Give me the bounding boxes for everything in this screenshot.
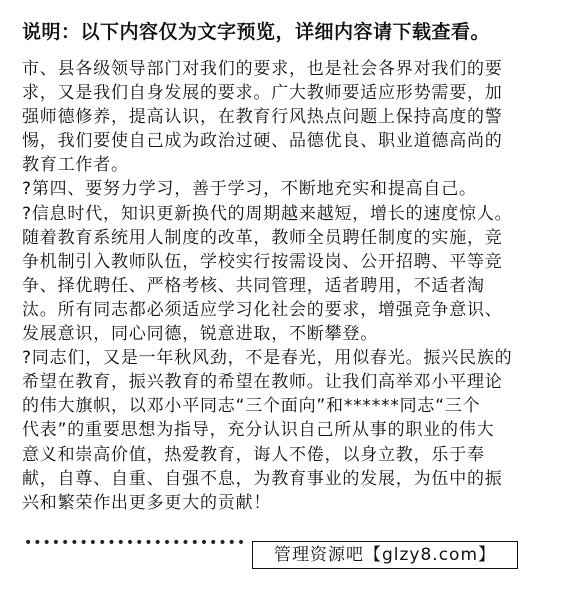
text-line: 争、择优聘任、严格考核、共同管理，适者聘用，不适者淘 [22, 275, 485, 296]
text-line: 意义和崇高价值，热爱教育，诲人不倦，以身立教，乐于奉 [22, 444, 485, 465]
text-line: 希望在教育，振兴教育的希望在教师。让我们高举邓小平理论 [22, 372, 503, 393]
text-line: 汰。所有同志都必须适应学习化社会的要求，增强竞争意识、 [22, 299, 503, 320]
document-body [22, 57, 562, 515]
text-line: 的伟大旗帜，以邓小平同志“三个面向”和******同志“三个 [22, 396, 481, 417]
text-line: 兴和繁荣作出更多更大的贡献！ [22, 492, 272, 513]
text-line: 随着教育系统用人制度的改革，教师全员聘任制度的实施，竞 [22, 227, 503, 248]
text-line: ?同志们，又是一年秋风劲，不是春光，用似春光。振兴民族的 [22, 348, 513, 369]
text-line: 惕，我们要使自己成为政治过硬、品德优良、职业道德高尚的 [22, 131, 503, 152]
text-line: 争机制引入教师队伍，学校实行按需设岗、公开招聘、平等竞 [22, 251, 503, 272]
dotted-separator: •••••••••••••••••••••••• [24, 535, 247, 551]
text-line: 发展意识，同心同德，锐意进取，不断攀登。 [22, 324, 378, 345]
text-line: 市、县各级领导部门对我们的要求，也是社会各界对我们的要 [22, 59, 503, 79]
site-brand-link[interactable]: 管理资源吧【glzy8.com】 [252, 541, 518, 569]
text-line: ?第四、要努力学习，善于学习，不断地充实和提高自己。 [22, 179, 477, 200]
text-line: 献，自尊、自重、自强不息，为教育事业的发展，为伍中的振 [22, 468, 503, 489]
text-line: 求，又是我们自身发展的要求。广大教师要适应形势需要，加 [22, 83, 503, 104]
text-line: ?信息时代，知识更新换代的周期越来越短，增长的速度惊人。 [22, 203, 513, 224]
text-line: 代表”的重要思想为指导，充分认识自己所从事的职业的伟大 [22, 420, 495, 441]
preview-notice: 说明：以下内容仅为文字预览，详细内容请下载查看。 [22, 21, 491, 43]
text-line: 强师德修养，提高认识，在教育行风热点问题上保持高度的警 [22, 107, 503, 128]
text-line: 教育工作者。 [22, 155, 129, 176]
